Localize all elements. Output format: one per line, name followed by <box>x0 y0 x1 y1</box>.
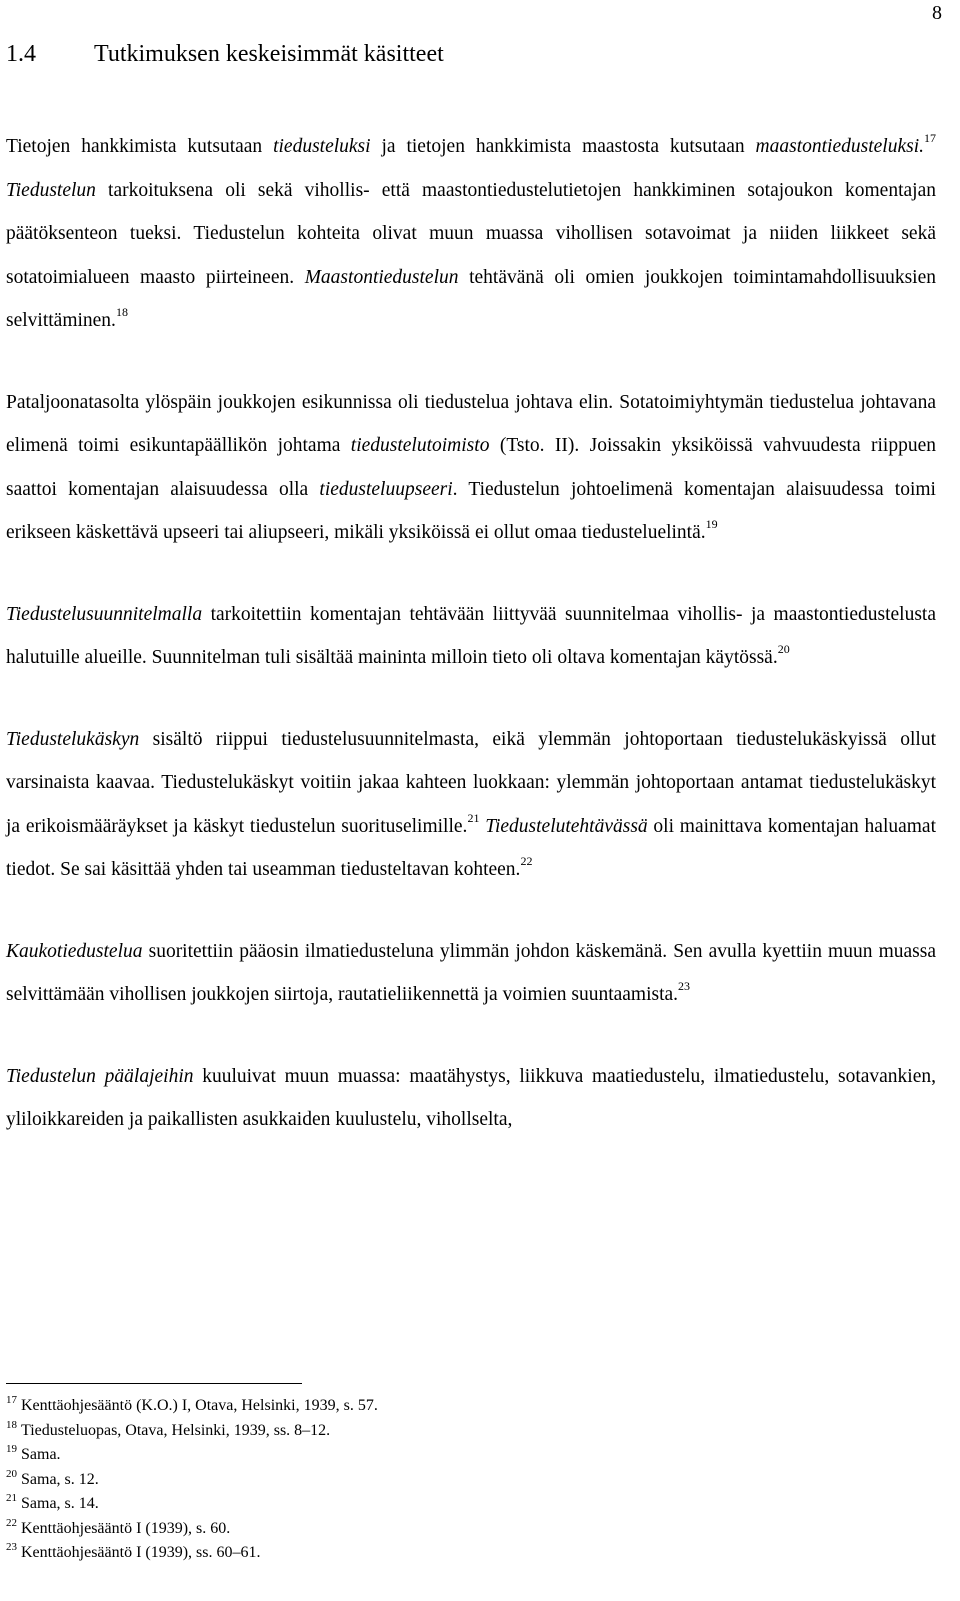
footnote-text: Sama, s. 12. <box>21 1470 99 1488</box>
footnotes <box>6 1394 378 1566</box>
italic-term: tiedusteluksi <box>273 136 371 157</box>
paragraph <box>6 381 936 555</box>
footnote-text: Kenttäohjesääntö (K.O.) I, Otava, Helsinki, 1939, s. 57. <box>21 1397 378 1414</box>
paragraph <box>6 718 936 892</box>
footnote-ref: 20 <box>777 642 790 656</box>
footnote-number: 20 <box>6 1467 17 1480</box>
text-run: Tietojen hankkimista kutsutaan <box>6 136 274 157</box>
italic-term: tiedustelutoimisto <box>350 435 490 456</box>
footnote-ref: 22 <box>520 854 533 868</box>
footnote-ref: 23 <box>678 979 691 993</box>
footnote-divider <box>6 1383 302 1384</box>
italic-term: Tiedustelusuunnitelmalla <box>6 603 203 625</box>
paragraph <box>6 1055 936 1142</box>
footnote-ref: 18 <box>115 305 128 319</box>
footnote-number: 22 <box>6 1516 17 1529</box>
footnote-number: 23 <box>6 1541 17 1553</box>
footnote-number: 19 <box>6 1443 17 1455</box>
footnote-text: Kenttäohjesääntö I (1939), ss. 60–61. <box>21 1544 261 1561</box>
page-number: 8 <box>932 2 942 24</box>
text-run: sisältö riippui tiedustelusuunnitelmasta, eikä ylemmän johtoportaan tiedustelukäskyissä ollut varsinaista kaavaa. Tiedustelukäskyt voitiin jakaa kahteen luokkaan: ylemmän johtoportaan antamat tiedustelukäskyt ja erikoismääräykset ja käskyt tiedustelun suorituselimille. <box>6 728 936 837</box>
text-run: ja tietojen hankkimista maastosta kutsutaan <box>370 136 756 157</box>
footnote-ref: 17 <box>924 131 936 145</box>
italic-term: tiedusteluupseeri <box>319 478 453 500</box>
body-text <box>6 125 936 1142</box>
footnote-number: 18 <box>6 1418 17 1431</box>
italic-term: Maastontiedustelun <box>304 266 459 288</box>
footnote <box>6 1468 378 1493</box>
footnote-ref: 19 <box>705 517 718 531</box>
footnote-number: 21 <box>6 1492 17 1504</box>
footnote <box>6 1394 378 1419</box>
footnote <box>6 1443 378 1468</box>
text-run: kuuluivat muun muassa: maatähystys, liikkuva maatiedustelu, ilmatiedustelu, sotavankien, yliloikkareiden ja paikallisten asukkaiden kuulustelu, vihollselta, <box>6 1065 936 1130</box>
section-number: 1.4 <box>6 41 36 67</box>
paragraph <box>6 593 936 680</box>
text-run: tehtävänä oli omien joukkojen toimintamahdollisuuksien selvittäminen. <box>6 266 936 331</box>
footnote <box>6 1492 378 1517</box>
footnote <box>6 1541 378 1566</box>
footnote-number: 17 <box>6 1394 17 1406</box>
italic-term: Tiedustelun päälajeihin <box>6 1065 194 1087</box>
footnote-text: Sama. <box>21 1446 61 1463</box>
text-run: (Tsto. II). Joissakin yksiköissä vahvuudesta riippuen saattoi komentajan alaisuudessa olla <box>6 435 936 500</box>
paragraph <box>6 930 936 1017</box>
italic-term: Tiedustelun <box>6 179 96 201</box>
italic-term: Tiedustelutehtävässä <box>485 815 648 837</box>
section-title: Tutkimuksen keskeisimmät käsitteet <box>94 41 444 67</box>
text-run: Pataljoonatasolta ylöspäin joukkojen esikunnissa oli tiedustelua johtava elin. Sotatoimiyhtymän tiedustelua johtavana elimenä toimi esikuntapäällikön johtama <box>6 391 936 456</box>
footnote-text: Sama, s. 14. <box>21 1495 99 1512</box>
text-run: tarkoitettiin komentajan tehtävään liittyvää suunnitelmaa vihollis- ja maastontiedustelusta halutuille alueille. Suunnitelman tuli sisältää maininta milloin tieto oli oltava komentajan käytössä. <box>6 603 936 668</box>
text-run: suoritettiin pääosin ilmatiedusteluna ylimmän johdon käskemänä. Sen avulla kyettiin muun muassa selvittämään vihollisen joukkojen siirtoja, rautatieliikennettä ja voimien suuntaamista. <box>6 940 936 1005</box>
footnote-text: Kenttäohjesääntö I (1939), s. 60. <box>21 1519 231 1537</box>
text-run: . Tiedustelun johtoelimenä komentajan alaisuudessa toimi erikseen käskettävä upseeri tai aliupseeri, mikäli yksiköissä ei ollut omaa tiedusteluelintä. <box>6 478 936 543</box>
footnote <box>6 1419 378 1444</box>
italic-term: Kaukotiedustelua <box>6 940 143 962</box>
footnote-ref: 21 <box>467 810 480 825</box>
text-run: oli mainittava komentajan haluamat tiedot. Se sai käsittää yhden tai useamman tiedusteltavan kohteen. <box>6 815 937 880</box>
italic-term: maastontiedusteluksi. <box>755 136 924 157</box>
footnote-text: Tiedusteluopas, Otava, Helsinki, 1939, ss. 8–12. <box>21 1421 331 1439</box>
text-run: tarkoituksena oli sekä vihollis- että maastontiedustelutietojen hankkiminen sotajoukon komentajan päätöksenteon tueksi. Tiedustelun kohteita olivat muun muassa vihollisen sotavoimat ja niiden liikkeet sekä sotatoimialueen maasto piirteineen. <box>6 179 936 288</box>
paragraph <box>6 125 936 343</box>
footnote <box>6 1517 378 1542</box>
italic-term: Tiedustelukäskyn <box>6 728 140 750</box>
section-heading <box>6 41 444 68</box>
